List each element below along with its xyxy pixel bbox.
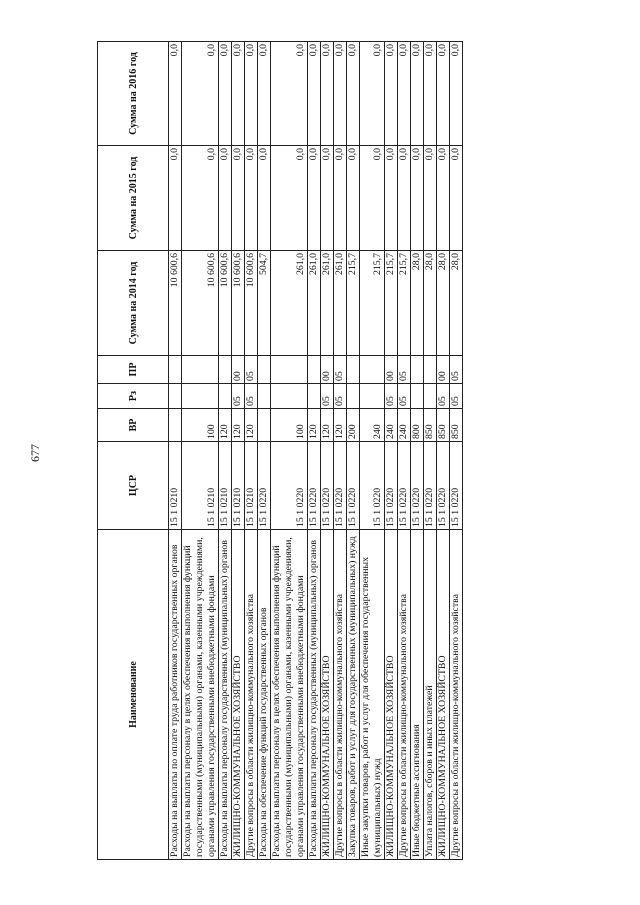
cell-rz: 05 [334,384,347,409]
cell-csr: 15 1 0210 [182,442,219,530]
cell-sum-2015: 0,0 [437,146,450,251]
cell-rz [308,384,321,409]
cell-sum-2014: 215,7 [385,251,398,356]
cell-pr [219,356,232,384]
cell-name: Расходы на выплаты персоналу государственных (муниципальных) органов [219,530,232,860]
cell-csr: 15 1 0220 [347,442,360,530]
cell-name: Другие вопросы в области жилищно-коммунального хозяйства [334,530,347,860]
cell-sum-2016: 0,0 [245,42,258,146]
cell-sum-2014: 215,7 [347,251,360,356]
header-rz: Рз [98,384,169,409]
header-vr: ВР [98,409,169,442]
table-row [245,42,258,860]
table-row [169,42,182,860]
cell-sum-2014: 28,0 [450,251,463,356]
cell-rz [219,384,232,409]
table-row [258,42,271,860]
cell-rz: 05 [321,384,334,409]
cell-csr: 15 1 0220 [398,442,411,530]
cell-name: Другие вопросы в области жилищно-коммунального хозяйства [245,530,258,860]
cell-pr [411,356,424,384]
cell-sum-2016: 0,0 [398,42,411,146]
cell-sum-2016: 0,0 [232,42,245,146]
cell-name: Расходы на выплаты персоналу в целях обеспечения выполнения функций государственными (муниципальными) органами, казенными учреждениями, органами управления государственными внебюджетными фондами [271,530,308,860]
cell-rz: 05 [437,384,450,409]
cell-sum-2014: 28,0 [411,251,424,356]
cell-vr: 120 [334,409,347,442]
cell-name: Расходы на выплаты персоналу в целях обеспечения выполнения функций государственными (муниципальными) органами, казенными учреждениями, органами управления государственными внебюджетными фондами [182,530,219,860]
cell-name: Другие вопросы в области жилищно-коммунального хозяйства [450,530,463,860]
cell-vr: 100 [182,409,219,442]
table-row [424,42,437,860]
cell-sum-2014: 28,0 [424,251,437,356]
cell-pr: 05 [334,356,347,384]
cell-sum-2016: 0,0 [334,42,347,146]
cell-sum-2015: 0,0 [424,146,437,251]
cell-sum-2014: 10 600,6 [245,251,258,356]
cell-vr: 200 [347,409,360,442]
table-row [271,42,308,860]
cell-sum-2014: 10 600,6 [232,251,245,356]
cell-vr: 120 [219,409,232,442]
header-sum-2015: Сумма на 2015 год [98,146,169,251]
cell-pr [360,356,385,384]
cell-vr [258,409,271,442]
cell-vr [169,409,182,442]
cell-sum-2014: 215,7 [360,251,385,356]
cell-sum-2016: 0,0 [169,42,182,146]
table-row [411,42,424,860]
cell-sum-2015: 0,0 [232,146,245,251]
cell-csr: 15 1 0220 [360,442,385,530]
cell-sum-2016: 0,0 [321,42,334,146]
cell-sum-2015: 0,0 [219,146,232,251]
cell-sum-2016: 0,0 [182,42,219,146]
cell-rz [411,384,424,409]
cell-csr: 15 1 0220 [308,442,321,530]
cell-vr: 120 [232,409,245,442]
cell-sum-2016: 0,0 [450,42,463,146]
table-row [398,42,411,860]
cell-vr: 240 [360,409,385,442]
cell-name: Расходы на выплаты по оплате труда работников государственных органов [169,530,182,860]
cell-sum-2015: 0,0 [271,146,308,251]
header-pr: ПР [98,356,169,384]
cell-pr: 05 [398,356,411,384]
header-csr: ЦСР [98,442,169,530]
cell-pr [308,356,321,384]
cell-csr: 15 1 0220 [334,442,347,530]
cell-csr: 15 1 0210 [232,442,245,530]
cell-name: Иные закупки товаров, работ и услуг для обеспечения государственных (муниципальных) нужд [360,530,385,860]
cell-sum-2016: 0,0 [437,42,450,146]
cell-vr: 850 [437,409,450,442]
cell-pr [347,356,360,384]
cell-sum-2014: 261,0 [334,251,347,356]
header-sum-2016: Сумма на 2016 год [98,42,169,146]
cell-sum-2016: 0,0 [271,42,308,146]
cell-sum-2014: 504,7 [258,251,271,356]
cell-sum-2016: 0,0 [360,42,385,146]
cell-vr: 120 [321,409,334,442]
cell-rz [258,384,271,409]
cell-sum-2015: 0,0 [169,146,182,251]
table-row [334,42,347,860]
cell-pr [169,356,182,384]
cell-name: ЖИЛИЩНО-КОММУНАЛЬНОЕ ХОЗЯЙСТВО [385,530,398,860]
cell-rz [360,384,385,409]
budget-table [97,41,463,860]
table-row [385,42,398,860]
table-row [182,42,219,860]
cell-rz: 05 [245,384,258,409]
header-sum-2014: Сумма на 2014 год [98,251,169,356]
cell-pr: 05 [450,356,463,384]
cell-vr: 120 [245,409,258,442]
table-row [308,42,321,860]
cell-vr: 240 [398,409,411,442]
cell-csr: 15 1 0220 [385,442,398,530]
cell-pr [424,356,437,384]
cell-pr [271,356,308,384]
cell-rz [347,384,360,409]
cell-sum-2015: 0,0 [385,146,398,251]
cell-sum-2014: 10 600,6 [219,251,232,356]
cell-sum-2015: 0,0 [258,146,271,251]
cell-name: ЖИЛИЩНО-КОММУНАЛЬНОЕ ХОЗЯЙСТВО [232,530,245,860]
cell-csr: 15 1 0210 [245,442,258,530]
table-row [347,42,360,860]
cell-csr: 15 1 0220 [321,442,334,530]
cell-pr [182,356,219,384]
cell-name: Расходы на выплаты персоналу государственных (муниципальных) органов [308,530,321,860]
cell-pr [258,356,271,384]
cell-sum-2014: 10 600,6 [169,251,182,356]
cell-csr: 15 1 0220 [450,442,463,530]
cell-rz [169,384,182,409]
cell-sum-2016: 0,0 [308,42,321,146]
cell-vr: 120 [308,409,321,442]
cell-csr: 15 1 0210 [219,442,232,530]
cell-rz: 05 [232,384,245,409]
cell-pr: 00 [385,356,398,384]
cell-name: ЖИЛИЩНО-КОММУНАЛЬНОЕ ХОЗЯЙСТВО [437,530,450,860]
cell-sum-2015: 0,0 [411,146,424,251]
cell-sum-2016: 0,0 [219,42,232,146]
cell-sum-2016: 0,0 [424,42,437,146]
cell-sum-2015: 0,0 [321,146,334,251]
cell-pr: 00 [321,356,334,384]
cell-vr: 850 [450,409,463,442]
cell-rz [271,384,308,409]
table-row [232,42,245,860]
table-row [360,42,385,860]
cell-sum-2014: 10 600,6 [182,251,219,356]
header-name: Наименование [98,530,169,860]
table-row [219,42,232,860]
table-row [450,42,463,860]
cell-csr: 15 1 0210 [169,442,182,530]
cell-sum-2016: 0,0 [258,42,271,146]
cell-name: Другие вопросы в области жилищно-коммунального хозяйства [398,530,411,860]
cell-sum-2014: 215,7 [398,251,411,356]
cell-name: ЖИЛИЩНО-КОММУНАЛЬНОЕ ХОЗЯЙСТВО [321,530,334,860]
cell-sum-2015: 0,0 [245,146,258,251]
table-header-row [98,42,169,860]
cell-rz: 05 [450,384,463,409]
cell-sum-2015: 0,0 [360,146,385,251]
cell-vr: 800 [411,409,424,442]
cell-pr: 00 [232,356,245,384]
cell-csr: 15 1 0220 [258,442,271,530]
cell-csr: 15 1 0220 [424,442,437,530]
cell-sum-2015: 0,0 [398,146,411,251]
cell-name: Уплата налогов, сборов и иных платежей [424,530,437,860]
cell-csr: 15 1 0220 [411,442,424,530]
cell-name: Расходы на обеспечение функций государственных органов [258,530,271,860]
cell-csr: 15 1 0220 [437,442,450,530]
table-row [321,42,334,860]
cell-vr: 100 [271,409,308,442]
cell-sum-2016: 0,0 [347,42,360,146]
cell-sum-2015: 0,0 [334,146,347,251]
cell-name: Иные бюджетные ассигнования [411,530,424,860]
page-number: 677 [28,444,42,462]
cell-sum-2016: 0,0 [385,42,398,146]
cell-vr: 850 [424,409,437,442]
cell-rz [182,384,219,409]
cell-csr: 15 1 0220 [271,442,308,530]
cell-sum-2015: 0,0 [308,146,321,251]
cell-rz [424,384,437,409]
cell-rz: 05 [398,384,411,409]
cell-pr: 00 [437,356,450,384]
cell-vr: 240 [385,409,398,442]
cell-sum-2014: 28,0 [437,251,450,356]
cell-sum-2015: 0,0 [450,146,463,251]
cell-sum-2014: 261,0 [271,251,308,356]
table-row [437,42,450,860]
cell-sum-2014: 261,0 [308,251,321,356]
cell-name: Закупка товаров, работ и услуг для государственных (муниципальных) нужд [347,530,360,860]
cell-rz: 05 [385,384,398,409]
cell-pr: 05 [245,356,258,384]
cell-sum-2014: 261,0 [321,251,334,356]
cell-sum-2015: 0,0 [182,146,219,251]
cell-sum-2016: 0,0 [411,42,424,146]
cell-sum-2015: 0,0 [347,146,360,251]
